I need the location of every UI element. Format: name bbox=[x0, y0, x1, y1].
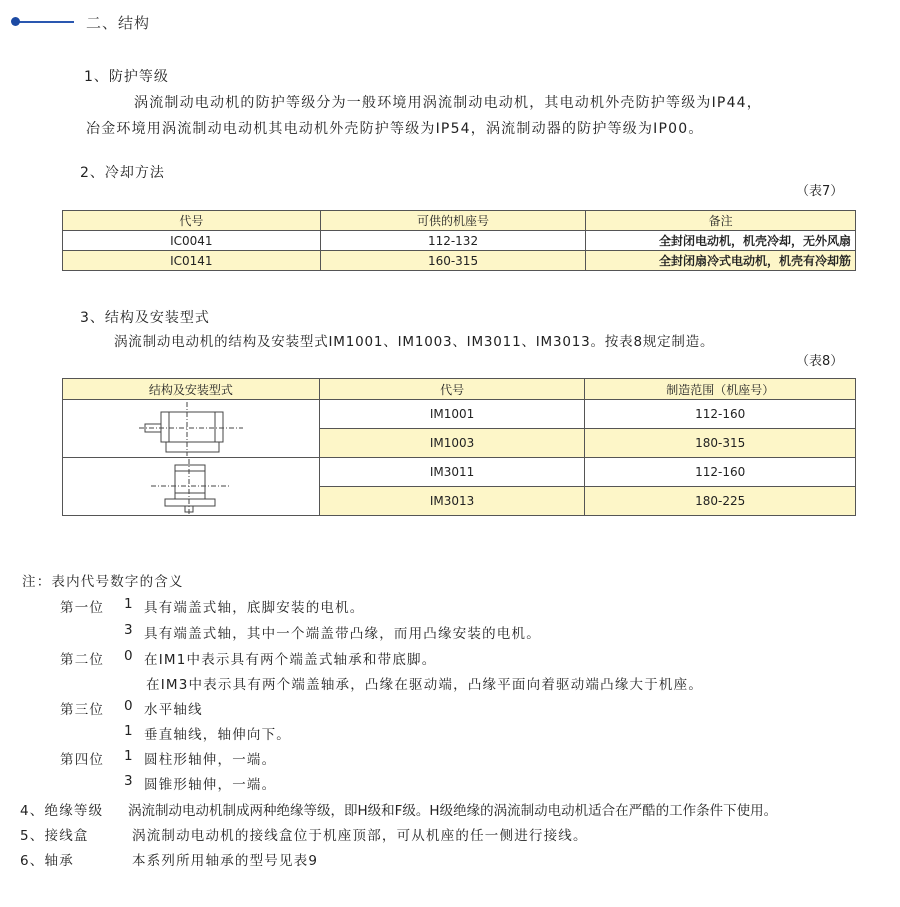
table-row bbox=[63, 458, 856, 487]
vertical-flange-mount-icon bbox=[131, 459, 251, 515]
insulation-label: 4、绝缘等级 bbox=[20, 803, 104, 819]
protection-heading: 1、防护等级 bbox=[84, 69, 169, 85]
code-cell: IM3011 bbox=[319, 458, 585, 487]
section-divider-line bbox=[16, 21, 74, 23]
code-cell: IC0141 bbox=[63, 251, 321, 271]
code-cell: IM1003 bbox=[319, 429, 585, 458]
remark-cell: 全封闭扇冷式电动机，机壳有冷却筋 bbox=[586, 251, 856, 271]
mounting-text: 涡流制动电动机的结构及安装型式IM1001、IM1003、IM3011、IM3013。按表8规定制造。 bbox=[114, 334, 715, 350]
protection-text-line2: 冶金环境用涡流制动电动机其电动机外壳防护等级为IP54，涡流制动器的防护等级为IP00。 bbox=[86, 121, 704, 137]
note-text: 水平轴线 bbox=[144, 702, 203, 718]
frame-cell: 112-132 bbox=[320, 231, 586, 251]
section-title: 二、结构 bbox=[86, 14, 151, 32]
mounting-heading: 3、结构及安装型式 bbox=[80, 310, 210, 326]
note-code: 0 bbox=[124, 648, 134, 664]
note-code: 3 bbox=[124, 773, 134, 789]
range-cell: 180-225 bbox=[585, 487, 856, 516]
column-header: 代号 bbox=[319, 379, 585, 400]
terminal-box-label: 5、接线盒 bbox=[20, 828, 89, 844]
horizontal-foot-mount-cell bbox=[63, 400, 320, 458]
bearing-label: 6、轴承 bbox=[20, 853, 74, 869]
note-text: 具有端盖式轴，其中一个端盖带凸缘，而用凸缘安装的电机。 bbox=[144, 626, 541, 642]
note-text: 垂直轴线，轴伸向下。 bbox=[144, 727, 291, 743]
insulation-text: 涡流制动电动机制成两种绝缘等级，即H级和F级。H级绝缘的涡流制动电动机适合在严酷的工作条件下使用。 bbox=[128, 803, 778, 819]
note-code: 1 bbox=[124, 723, 134, 739]
remark-cell: 全封闭电动机，机壳冷却，无外风扇 bbox=[586, 231, 856, 251]
column-header: 可供的机座号 bbox=[320, 211, 586, 231]
note-label: 第三位 bbox=[60, 702, 105, 718]
table-header-row bbox=[63, 379, 856, 400]
cooling-table bbox=[62, 210, 856, 271]
note-text: 圆柱形轴伸，一端。 bbox=[144, 752, 277, 768]
table-row bbox=[63, 251, 856, 271]
table-header-row bbox=[63, 211, 856, 231]
note-text: 在IM3中表示具有两个端盖轴承，凸缘在驱动端，凸缘平面向着驱动端凸缘大于机座。 bbox=[146, 677, 704, 693]
range-cell: 112-160 bbox=[585, 400, 856, 429]
note-label: 第一位 bbox=[60, 600, 105, 616]
notes-title: 注：表内代号数字的含义 bbox=[22, 574, 184, 590]
note-code: 1 bbox=[124, 748, 134, 764]
mounting-table bbox=[62, 378, 856, 516]
note-code: 3 bbox=[124, 622, 134, 638]
column-header: 备注 bbox=[586, 211, 856, 231]
code-cell: IC0041 bbox=[63, 231, 321, 251]
table-row bbox=[63, 231, 856, 251]
note-text: 具有端盖式轴，底脚安装的电机。 bbox=[144, 600, 365, 616]
table8-caption: （表8） bbox=[796, 354, 844, 369]
code-cell: IM1001 bbox=[319, 400, 585, 429]
note-text: 在IM1中表示具有两个端盖式轴承和带底脚。 bbox=[144, 652, 437, 668]
note-label: 第二位 bbox=[60, 652, 105, 668]
table-row bbox=[63, 400, 856, 429]
protection-text-line1: 涡流制动电动机的防护等级分为一般环境用涡流制动电动机，其电动机外壳防护等级为IP44， bbox=[134, 95, 762, 111]
table7-caption: （表7） bbox=[796, 184, 844, 199]
note-code: 1 bbox=[124, 596, 134, 612]
bearing-text: 本系列所用轴承的型号见表9 bbox=[132, 853, 319, 869]
frame-cell: 160-315 bbox=[320, 251, 586, 271]
note-text: 圆锥形轴伸，一端。 bbox=[144, 777, 277, 793]
column-header: 制造范围（机座号） bbox=[585, 379, 856, 400]
column-header: 代号 bbox=[63, 211, 321, 231]
range-cell: 180-315 bbox=[585, 429, 856, 458]
code-cell: IM3013 bbox=[319, 487, 585, 516]
cooling-heading: 2、冷却方法 bbox=[80, 165, 165, 181]
note-code: 0 bbox=[124, 698, 134, 714]
note-label: 第四位 bbox=[60, 752, 105, 768]
horizontal-foot-mount-icon bbox=[131, 402, 251, 456]
bullet-dot-icon bbox=[11, 17, 20, 26]
terminal-box-text: 涡流制动电动机的接线盒位于机座顶部，可从机座的任一侧进行接线。 bbox=[132, 828, 588, 844]
column-header: 结构及安装型式 bbox=[63, 379, 320, 400]
vertical-flange-mount-cell bbox=[63, 458, 320, 516]
range-cell: 112-160 bbox=[585, 458, 856, 487]
